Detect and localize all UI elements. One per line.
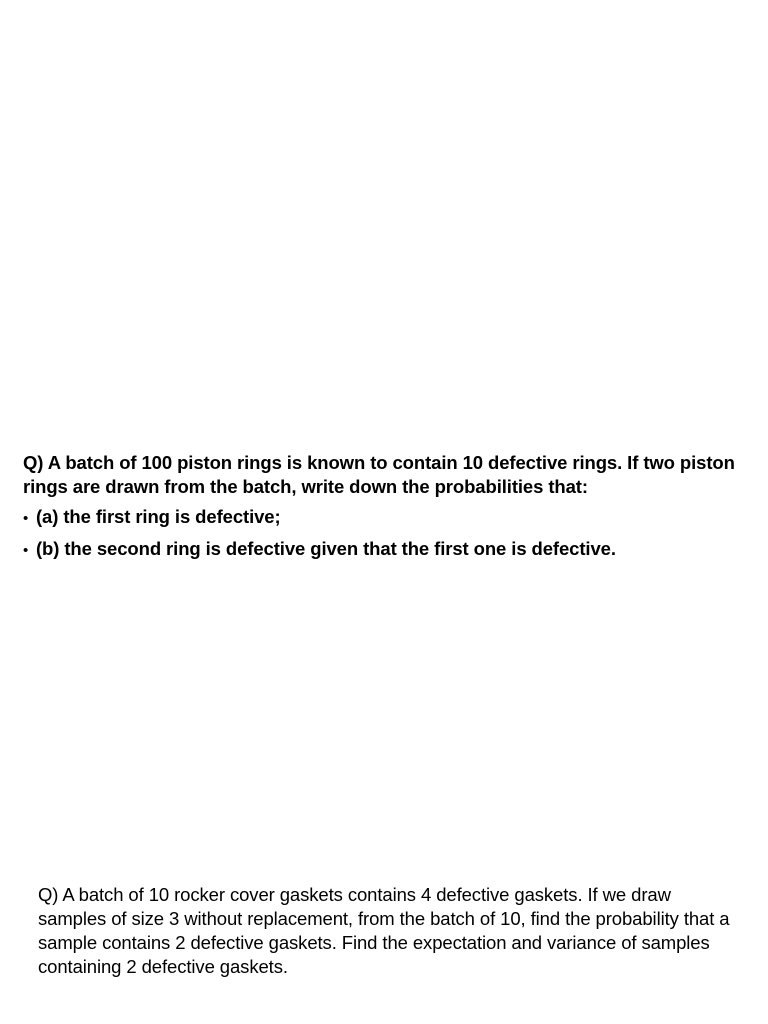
question-1-block (23, 451, 743, 569)
question-1-item-b: (b) the second ring is defective given that the first one is defective. (36, 538, 616, 559)
question-1-intro: Q) A batch of 100 piston rings is known to contain 10 defective rings. If two piston rings are drawn from the batch, write down the probabilities that: (23, 452, 735, 497)
list-item (23, 505, 743, 531)
list-item (23, 537, 743, 563)
question-1-item-a: (a) the first ring is defective; (36, 506, 281, 527)
question-2-block (38, 883, 738, 979)
bullet-icon: • (23, 510, 29, 527)
bullet-icon: • (23, 542, 29, 559)
question-1-list (23, 505, 743, 563)
question-2-text: Q) A batch of 10 rocker cover gaskets contains 4 defective gaskets. If we draw samples of size 3 without replacement, from the batch of 10, find the probability that a sample contains 2 defective gaskets. Find the expectation and variance of samples containing 2 defective gaskets. (38, 884, 730, 977)
